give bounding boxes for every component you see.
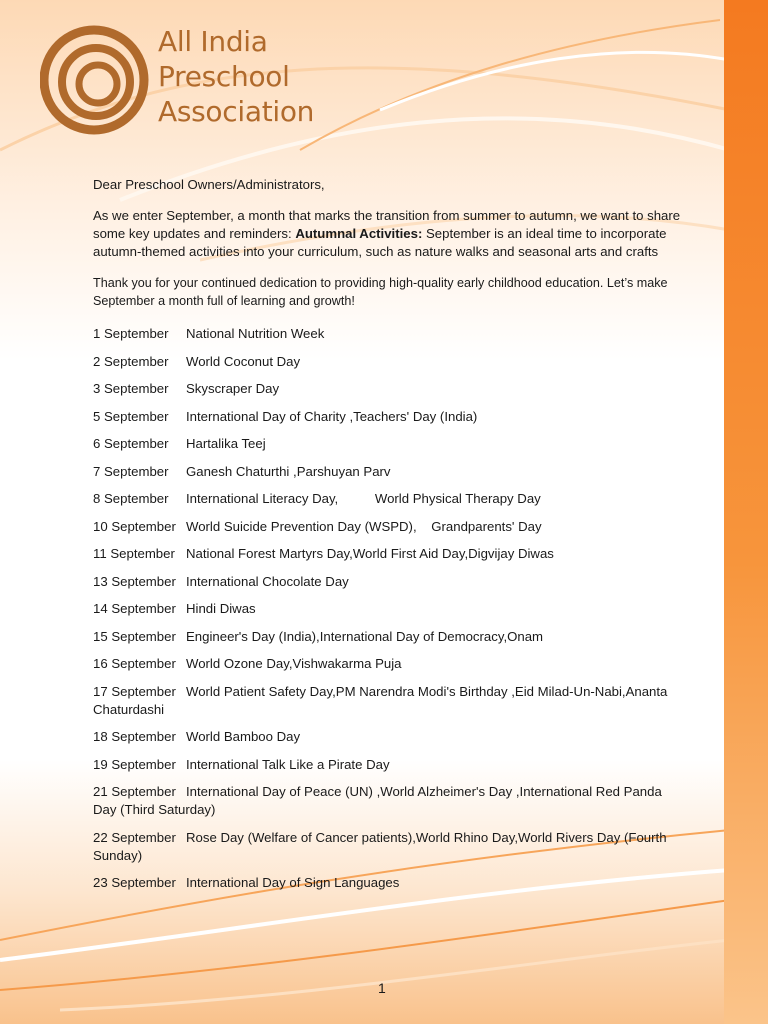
event-date: 6 September <box>93 436 169 451</box>
autumnal-activities-heading: Autumnal Activities: <box>295 226 423 241</box>
event-description: World Ozone Day,Vishwakarma Puja <box>186 656 402 671</box>
event-date: 16 September <box>93 656 176 671</box>
event-row <box>93 655 683 673</box>
event-row <box>93 600 683 618</box>
event-row <box>93 628 683 646</box>
event-description: International Day of Sign Languages <box>186 875 400 890</box>
event-date: 22 September <box>93 829 176 845</box>
event-description: International Literacy Day, World Physical Therapy Day <box>186 491 541 506</box>
event-row <box>93 325 683 343</box>
event-description: World Coconut Day <box>186 353 301 369</box>
event-date: 17 September <box>93 683 176 699</box>
event-date: 21 September <box>93 784 176 799</box>
event-date: 15 September <box>93 628 176 644</box>
event-description: World Bamboo Day <box>186 729 301 744</box>
event-row <box>93 829 683 865</box>
association-name <box>158 24 314 129</box>
event-date: 8 September <box>93 491 169 506</box>
event-row <box>93 756 683 774</box>
logo-line-2: Preschool <box>158 60 290 93</box>
event-date: 7 September <box>93 463 169 479</box>
event-description: Ganesh Chaturthi ,Parshuyan Parv <box>186 463 391 479</box>
page-number: 1 <box>378 980 386 996</box>
event-description: Engineer's Day (India),International Day of Democracy,Onam <box>186 628 544 644</box>
event-description: National Nutrition Week <box>186 326 325 341</box>
event-row <box>93 545 683 563</box>
event-row <box>93 783 683 819</box>
event-description: Hartalika Teej <box>186 436 266 451</box>
letter-body <box>93 176 683 902</box>
right-accent-bar <box>724 0 768 1024</box>
greeting: Dear Preschool Owners/Administrators, <box>93 177 325 192</box>
intro-text: As we enter September, a month that marks the transition from summer to autumn, we want to share some key updates and reminders: <box>93 208 681 241</box>
event-row <box>93 490 683 508</box>
event-description: International Chocolate Day <box>186 573 349 589</box>
association-logo-icon <box>40 24 152 136</box>
intro-text-cont: September is an ideal time to incorporate autumn-themed activities into your curriculum, such as nature walks and seasonal arts and crafts <box>93 226 667 259</box>
event-description: National Forest Martyrs Day,World First Aid Day,Digvijay Diwas <box>186 546 554 561</box>
event-row <box>93 435 683 453</box>
event-row <box>93 353 683 371</box>
events-list <box>93 325 683 892</box>
event-date: 1 September <box>93 326 169 341</box>
event-description: Hindi Diwas <box>186 601 256 616</box>
event-row <box>93 874 683 892</box>
event-row <box>93 380 683 398</box>
event-date: 5 September <box>93 408 169 424</box>
event-row <box>93 463 683 481</box>
event-date: 2 September <box>93 353 169 369</box>
event-row <box>93 518 683 536</box>
event-date: 11 September <box>93 546 175 561</box>
event-description: Skyscraper Day <box>186 381 280 396</box>
logo-line-3: Association <box>158 95 315 128</box>
event-row <box>93 408 683 426</box>
event-description: Rose Day (Welfare of Cancer patients),World Rhino Day,World Rivers Day (Fourth Sunday) <box>93 829 671 863</box>
event-row <box>93 683 683 719</box>
thanks-paragraph: Thank you for your continued dedication to providing high-quality early childhood education. Let’s make September a month full of learning and growth! <box>93 276 668 308</box>
event-date: 23 September <box>93 875 176 890</box>
intro-paragraph <box>93 207 683 261</box>
event-row <box>93 728 683 746</box>
event-row <box>93 573 683 591</box>
event-description: International Talk Like a Pirate Day <box>186 756 390 772</box>
event-description: World Patient Safety Day,PM Narendra Modi's Birthday ,Eid Milad-Un-Nabi,Ananta Chaturdashi <box>93 683 672 717</box>
event-date: 3 September <box>93 381 169 396</box>
event-date: 13 September <box>93 573 176 589</box>
event-date: 14 September <box>93 601 176 616</box>
event-date: 18 September <box>93 729 176 744</box>
event-description: International Day of Charity ,Teachers' Day (India) <box>186 408 478 424</box>
event-description: World Suicide Prevention Day (WSPD), Grandparents' Day <box>186 518 542 534</box>
event-date: 19 September <box>93 756 176 772</box>
event-description: International Day of Peace (UN) ,World Alzheimer's Day ,International Red Panda Day (Third Saturday) <box>93 784 666 817</box>
logo-line-1: All India <box>158 25 268 58</box>
event-date: 10 September <box>93 518 176 534</box>
